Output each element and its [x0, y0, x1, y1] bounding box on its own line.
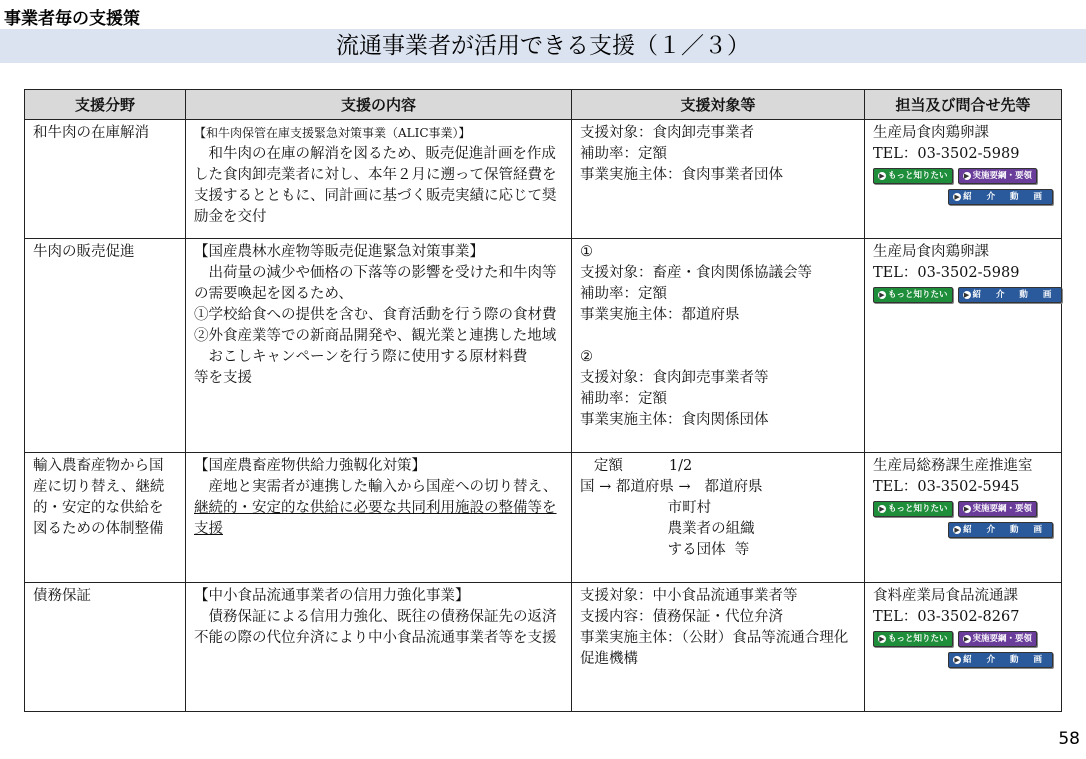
field-text: 和牛肉の在庫解消 — [33, 125, 149, 141]
field-cell — [25, 453, 186, 583]
contact-tel: TEL：03-3502-5945 — [873, 479, 1020, 495]
more-info-label: もっと知りたい — [888, 290, 948, 300]
target-cell — [572, 583, 865, 712]
field-text: 債務保証 — [33, 588, 91, 604]
arrow-icon: ▶ — [954, 655, 960, 664]
flow-line: 市町村 — [580, 500, 712, 516]
arrow-icon: ▶ — [963, 634, 970, 643]
program-name: 【国産農林水産物等販売促進緊急対策事業】 — [194, 244, 484, 260]
program-note: 等を支援 — [194, 370, 252, 386]
program-desc: 債務保証による信用力強化、既往の債務保証先の返済不能の際の代位弁済により中小食品流通事業者等を支援 — [194, 609, 557, 646]
content-cell — [186, 120, 572, 239]
contact-dept: 食料産業局食品流通課 — [873, 588, 1018, 604]
video-button[interactable] — [948, 522, 1053, 538]
target-line: 事業実施主体：（公財）食品等流通合理化促進機構 — [580, 630, 849, 667]
contact-dept: 生産局食肉鶏卵課 — [873, 244, 989, 260]
program-item: ①学校給食への提供を含む、食育活動を行う際の食材費 — [194, 307, 557, 323]
more-info-button[interactable] — [873, 168, 953, 184]
contact-tel: TEL：03-3502-5989 — [873, 146, 1020, 162]
guidelines-label: 実施要綱・要領 — [972, 634, 1033, 644]
table-row — [25, 453, 1062, 583]
target-line: 事業実施主体：食肉事業者団体 — [580, 167, 783, 183]
program-desc-a: 産地と実需者が連携した輸入から国産への切り替え、 — [208, 479, 558, 495]
more-info-label: もっと知りたい — [888, 504, 948, 514]
video-label: 紹 介 動 画 — [963, 192, 1048, 202]
header-content: 支援の内容 — [186, 90, 572, 120]
target-line: 支援対象：食肉卸売事業者等 — [580, 370, 769, 386]
field-text: 輸入農畜産物から国産に切り替え、継続的・安定的な供給を図るための体制整備 — [33, 458, 165, 537]
target-line: ① — [580, 244, 593, 260]
program-name: 【国産農畜産物供給力強靱化対策】 — [194, 458, 426, 474]
more-info-label: もっと知りたい — [888, 634, 948, 644]
program-item: ②外食産業等での新商品開発や、観光業と連携した地域おこしキャンペーンを行う際に使用する原材料費 — [194, 328, 557, 365]
field-cell — [25, 120, 186, 239]
arrow-icon: ▶ — [879, 290, 885, 299]
program-name: 【和牛肉保管在庫支援緊急対策事業（ALIC事業）】 — [194, 126, 471, 140]
arrow-icon: ▶ — [879, 171, 885, 180]
guidelines-label: 実施要綱・要領 — [972, 171, 1033, 181]
contact-cell — [865, 239, 1062, 453]
flow-line: 国 → 都道府県 → 都道府県 — [580, 479, 763, 495]
more-info-button[interactable] — [873, 631, 953, 647]
target-cell — [572, 239, 865, 453]
program-desc: 出荷量の減少や価格の下落等の影響を受けた和牛肉等の需要喚起を図るため、 — [194, 265, 557, 302]
target-line: 補助率：定額 — [580, 146, 667, 162]
arrow-icon: ▶ — [963, 171, 970, 180]
guidelines-label: 実施要綱・要領 — [972, 504, 1033, 514]
contact-cell — [865, 120, 1062, 239]
more-info-label: もっと知りたい — [888, 171, 948, 181]
field-cell — [25, 583, 186, 712]
target-line: 事業実施主体：都道府県 — [580, 307, 740, 323]
more-info-button[interactable] — [873, 287, 953, 303]
header-target: 支援対象等 — [572, 90, 865, 120]
page-number: 58 — [1058, 729, 1080, 749]
program-desc-b: 継続的・安定的な供給に必要な共同利用施設の整備等を支援 — [194, 500, 557, 537]
video-button[interactable] — [948, 652, 1053, 668]
program-desc — [194, 477, 563, 540]
target-line: 支援対象：畜産・食肉関係協議会等 — [580, 265, 812, 281]
table-row — [25, 239, 1062, 453]
program-desc: 和牛肉の在庫の解消を図るため、販売促進計画を作成した食肉卸売業者に対し、本年２月に遡って保管経費を支援するとともに、同計画に基づく販売実績に応じて奨励金を交付 — [194, 146, 557, 225]
contact-cell — [865, 453, 1062, 583]
flow-line: する団体 等 — [580, 542, 750, 558]
header-field: 支援分野 — [25, 90, 186, 120]
arrow-icon: ▶ — [954, 192, 960, 201]
target-line: 事業実施主体：食肉関係団体 — [580, 412, 769, 428]
support-table — [24, 89, 1062, 712]
arrow-icon: ▶ — [954, 525, 960, 534]
target-cell — [572, 120, 865, 239]
page-title: 流通事業者が活用できる支援（１／３） — [0, 29, 1086, 63]
arrow-icon: ▶ — [879, 504, 885, 513]
arrow-icon: ▶ — [963, 290, 970, 299]
field-cell — [25, 239, 186, 453]
target-line: 支援内容：債務保証・代位弁済 — [580, 609, 783, 625]
target-line: 補助率：定額 — [580, 391, 667, 407]
video-label: 紹 介 動 画 — [963, 655, 1048, 665]
program-name: 【中小食品流通事業者の信用力強化事業】 — [194, 588, 470, 604]
contact-cell — [865, 583, 1062, 712]
guidelines-button[interactable] — [958, 501, 1038, 517]
content-cell — [186, 583, 572, 712]
video-label: 紹 介 動 画 — [972, 290, 1058, 300]
section-label: 事業者毎の支援策 — [4, 9, 140, 29]
target-line: 支援対象：食肉卸売事業者 — [580, 125, 754, 141]
content-cell — [186, 453, 572, 583]
target-line: 支援対象：中小食品流通事業者等 — [580, 588, 798, 604]
video-label: 紹 介 動 画 — [963, 525, 1048, 535]
video-button[interactable] — [948, 189, 1053, 205]
table-row — [25, 120, 1062, 239]
target-line: ② — [580, 349, 593, 365]
table-header-row — [25, 90, 1062, 120]
guidelines-button[interactable] — [958, 168, 1038, 184]
flow-line: 定額 1/2 — [580, 458, 693, 474]
field-text: 牛肉の販売促進 — [33, 244, 135, 260]
arrow-icon: ▶ — [963, 504, 970, 513]
table-row — [25, 583, 1062, 712]
target-cell — [572, 453, 865, 583]
arrow-icon: ▶ — [879, 634, 885, 643]
content-cell — [186, 239, 572, 453]
video-button[interactable] — [958, 287, 1063, 303]
header-contact: 担当及び問合せ先等 — [865, 90, 1062, 120]
contact-dept: 生産局総務課生産推進室 — [873, 458, 1033, 474]
contact-dept: 生産局食肉鶏卵課 — [873, 125, 989, 141]
contact-tel: TEL：03-3502-5989 — [873, 265, 1020, 281]
contact-tel: TEL：03-3502-8267 — [873, 609, 1020, 625]
target-line: 補助率：定額 — [580, 286, 667, 302]
more-info-button[interactable] — [873, 501, 953, 517]
guidelines-button[interactable] — [958, 631, 1038, 647]
flow-line: 農業者の組織 — [580, 521, 755, 537]
